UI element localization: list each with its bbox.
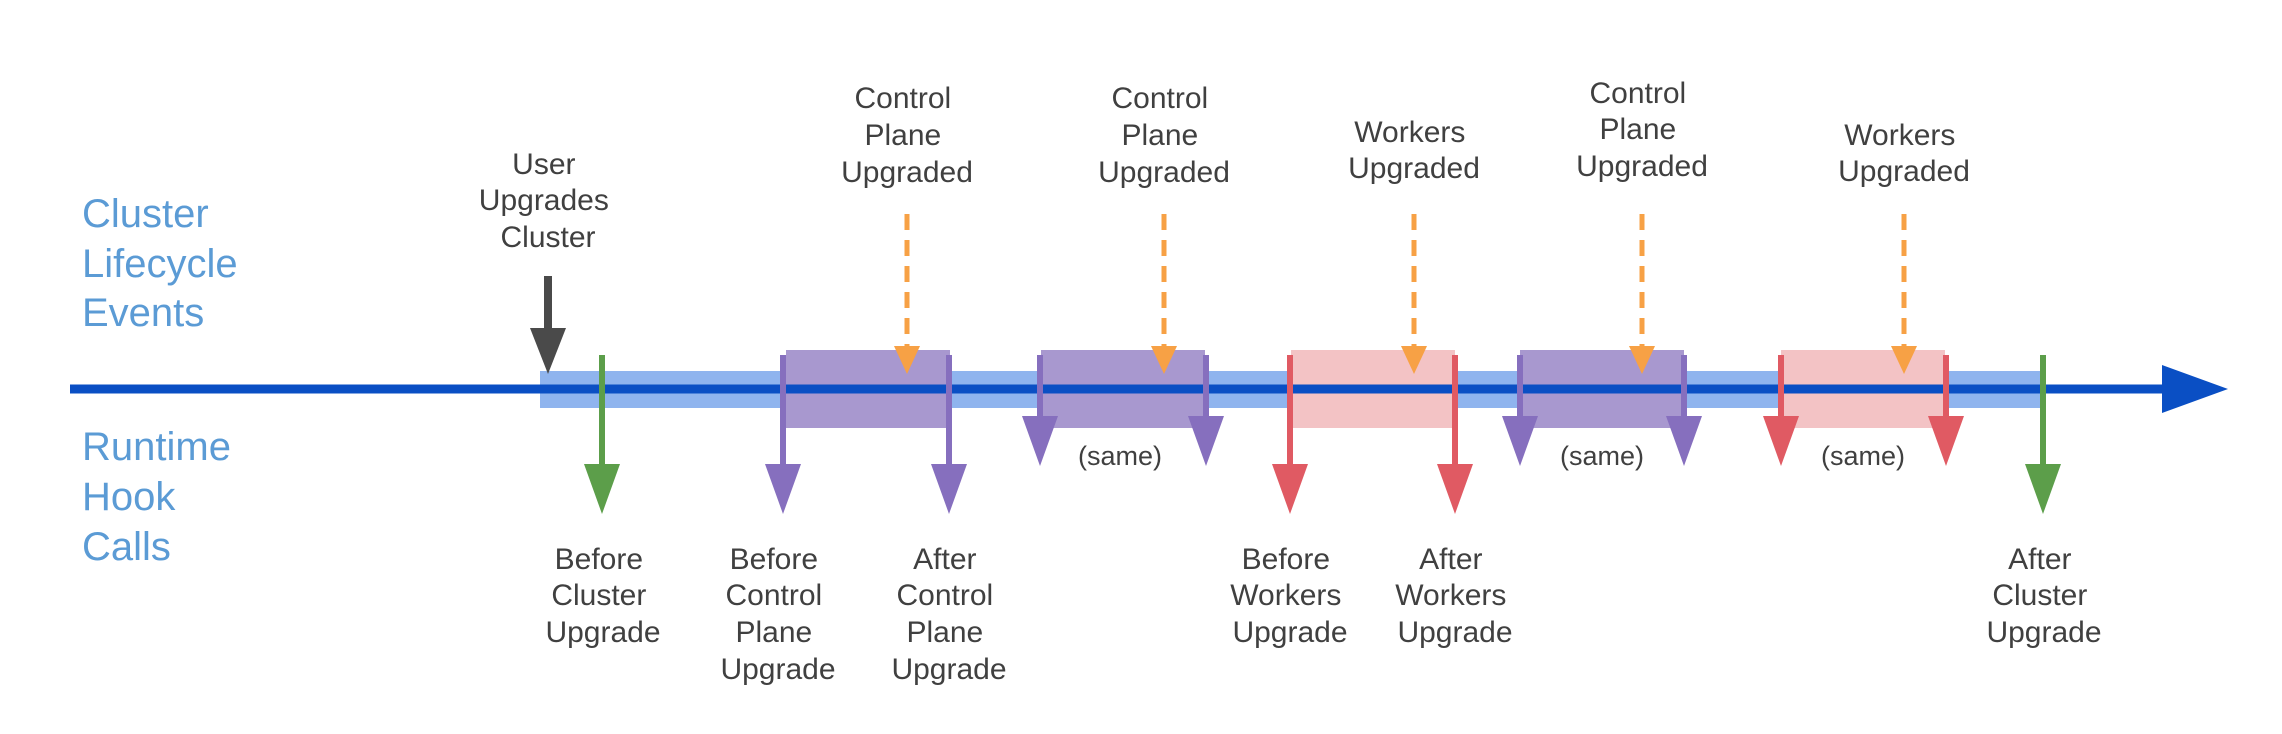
hook-label-after-control-plane-upgrade: After Control Plane Upgrade xyxy=(891,543,1007,686)
same-note-control-plane-2: (same) xyxy=(1077,441,1163,471)
event-arrow-workers-1 xyxy=(1401,214,1427,374)
same-note-control-plane-3: (same) xyxy=(1559,441,1645,471)
user-event-arrowhead xyxy=(530,328,566,374)
event-label-control-plane-3: Control Plane Upgraded xyxy=(1576,77,1708,183)
user-upgrades-cluster-label: User Upgrades Cluster xyxy=(478,148,609,254)
lifecycle-events-label: Cluster Lifecycle Events xyxy=(82,192,238,335)
hook-label-after-workers-upgrade: After Workers Upgrade xyxy=(1395,543,1513,649)
hook-label-before-control-plane-upgrade: Before Control Plane Upgrade xyxy=(720,543,836,686)
runtime-hook-calls-label: Runtime Hook Calls xyxy=(82,425,231,569)
hook-label-before-workers-upgrade: Before Workers Upgrade xyxy=(1230,543,1348,649)
event-arrow-workers-2 xyxy=(1891,214,1917,374)
hook-label-after-cluster-upgrade: After Cluster Upgrade xyxy=(1986,543,2102,649)
event-arrow-control-plane-1 xyxy=(894,214,920,374)
event-arrow-control-plane-3 xyxy=(1629,214,1655,374)
event-label-workers-2: Workers Upgraded xyxy=(1838,119,1970,188)
event-arrow-control-plane-2 xyxy=(1151,214,1177,374)
event-label-workers-1: Workers Upgraded xyxy=(1348,116,1480,185)
event-label-control-plane-1: Control Plane Upgraded xyxy=(841,82,973,189)
timeline-arrowhead xyxy=(2162,365,2228,413)
same-note-workers-2: (same) xyxy=(1820,441,1906,471)
hook-label-before-cluster-upgrade: Before Cluster Upgrade xyxy=(545,543,661,649)
event-label-control-plane-2: Control Plane Upgraded xyxy=(1098,82,1230,189)
